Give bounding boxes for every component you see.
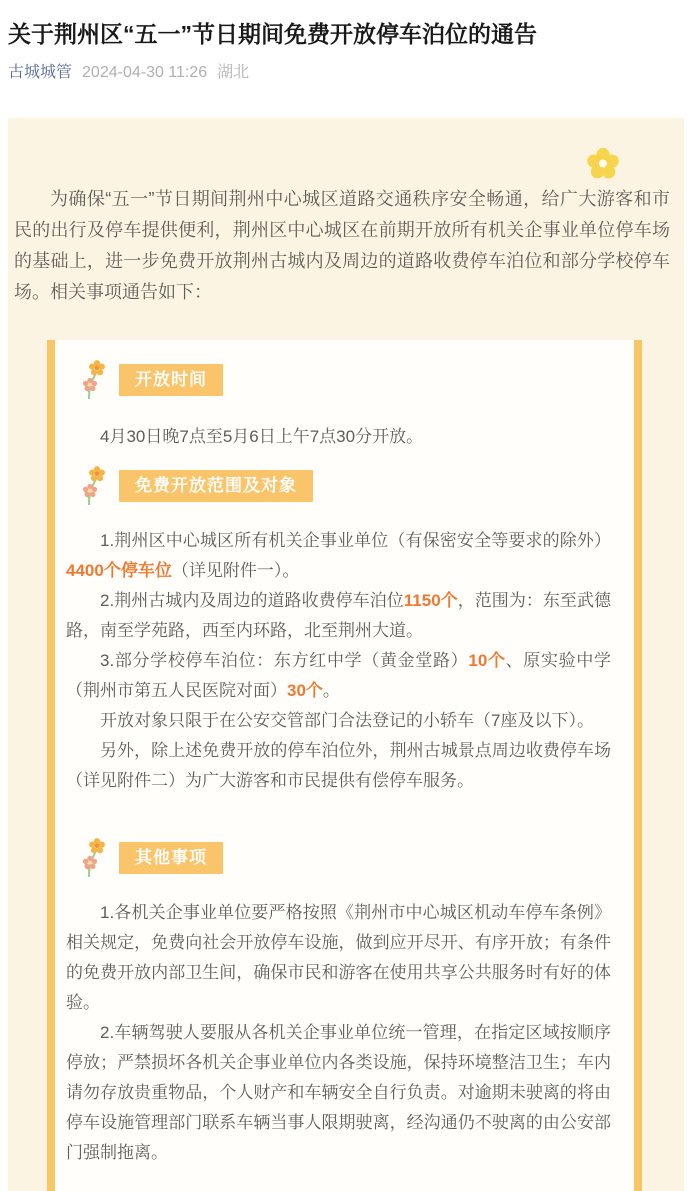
text-run: 2.荆州古城内及周边的道路收费停车泊位 (100, 591, 404, 610)
text-run: 1.荆州区中心城区所有机关企事业单位（有保密安全等要求的除外） (100, 531, 611, 550)
highlight-run: 4400个停车位 (66, 561, 172, 580)
section-title-badge: 免费开放范围及对象 (119, 470, 313, 502)
section-title-badge: 其他事项 (119, 842, 223, 874)
notice-paragraph (66, 646, 611, 706)
publish-date: 2024-04-30 11:26 (82, 64, 208, 81)
section-title-badge: 开放时间 (119, 364, 223, 396)
notice-paragraph (66, 736, 611, 796)
notice-paragraph (66, 1018, 611, 1168)
text-run: 3.部分学校停车泊位：东方红中学（黄金堂路） (100, 651, 469, 670)
notice-section (66, 358, 611, 452)
section-body (66, 526, 611, 796)
text-run: ，范围为：东至武德路，南至学苑路，西至内环路，北至荆州大道。 (66, 591, 611, 640)
section-header (66, 358, 611, 402)
article-title: 关于荆州区“五一”节日期间免费开放停车泊位的通告 (8, 21, 537, 47)
flower-sprig-icon (82, 837, 106, 879)
section-body (66, 898, 611, 1168)
text-run: 。 (322, 681, 340, 700)
byline (8, 63, 682, 83)
text-run: 、原实验中学（荆州市第五人民医院对面） (66, 651, 611, 700)
notice-paragraph (66, 706, 611, 736)
highlight-run: 1150个 (403, 591, 458, 610)
section-body (66, 422, 611, 452)
notice-paragraph (66, 526, 611, 586)
notice-section (66, 464, 611, 796)
text-run: 开放对象只限于在公安交管部门合法登记的小轿车（7座及以下）。 (100, 711, 594, 730)
notice-paragraph (66, 898, 611, 1018)
flower-sprig-icon (82, 359, 106, 401)
highlight-run: 30个 (287, 681, 323, 700)
text-run: 另外，除上述免费开放的停车泊位外，荆州古城景点周边收费停车场（详见附件二）为广大游客和市民提供有偿停车服务。 (66, 741, 611, 790)
text-run: 4月30日晚7点至5月6日上午7点30分开放。 (100, 427, 424, 446)
notice-paragraph (66, 422, 611, 452)
highlight-run: 10个 (468, 651, 506, 670)
notice-section (66, 836, 611, 1168)
article-body (8, 118, 684, 1191)
author-link[interactable]: 古城城管 (8, 64, 73, 81)
notice-box (47, 340, 642, 1191)
section-header (66, 836, 611, 880)
text-run: （详见附件一）。 (171, 561, 300, 580)
intro-paragraph: 为确保“五一”节日期间荆州中心城区道路交通秩序安全畅通，给广大游客和市民的出行及停车提供便利，荆州区中心城区在前期开放所有机关企事业单位停车场的基础上，进一步免费开放荆州古城内及周边的道路收费停车泊位和部分学校停车场。相关事项通告如下： (14, 189, 670, 302)
section-header (66, 464, 611, 508)
notice-paragraph (66, 586, 611, 646)
text-run: 2.车辆驾驶人要服从各机关企事业单位统一管理，在指定区域按顺序停放；严禁损坏各机关企事业单位内各类设施，保持环境整洁卫生；车内请勿存放贵重物品，个人财产和车辆安全自行负责。对逾期未驶离的将由停车设施管理部门联系车辆当事人限期驶离，经沟通仍不驶离的由公安部门强制拖离。 (66, 1023, 611, 1162)
flower-sprig-icon (82, 465, 106, 507)
article-header (0, 0, 692, 83)
text-run: 1.各机关企事业单位要严格按照《荆州市中心城区机动车停车条例》相关规定，免费向社会开放停车设施，做到应开尽开、有序开放；有条件的免费开放内部卫生间，确保市民和游客在使用共享公共服务时有好的体验。 (66, 903, 611, 1012)
publish-location: 湖北 (217, 64, 250, 81)
flower-icon (586, 147, 620, 181)
